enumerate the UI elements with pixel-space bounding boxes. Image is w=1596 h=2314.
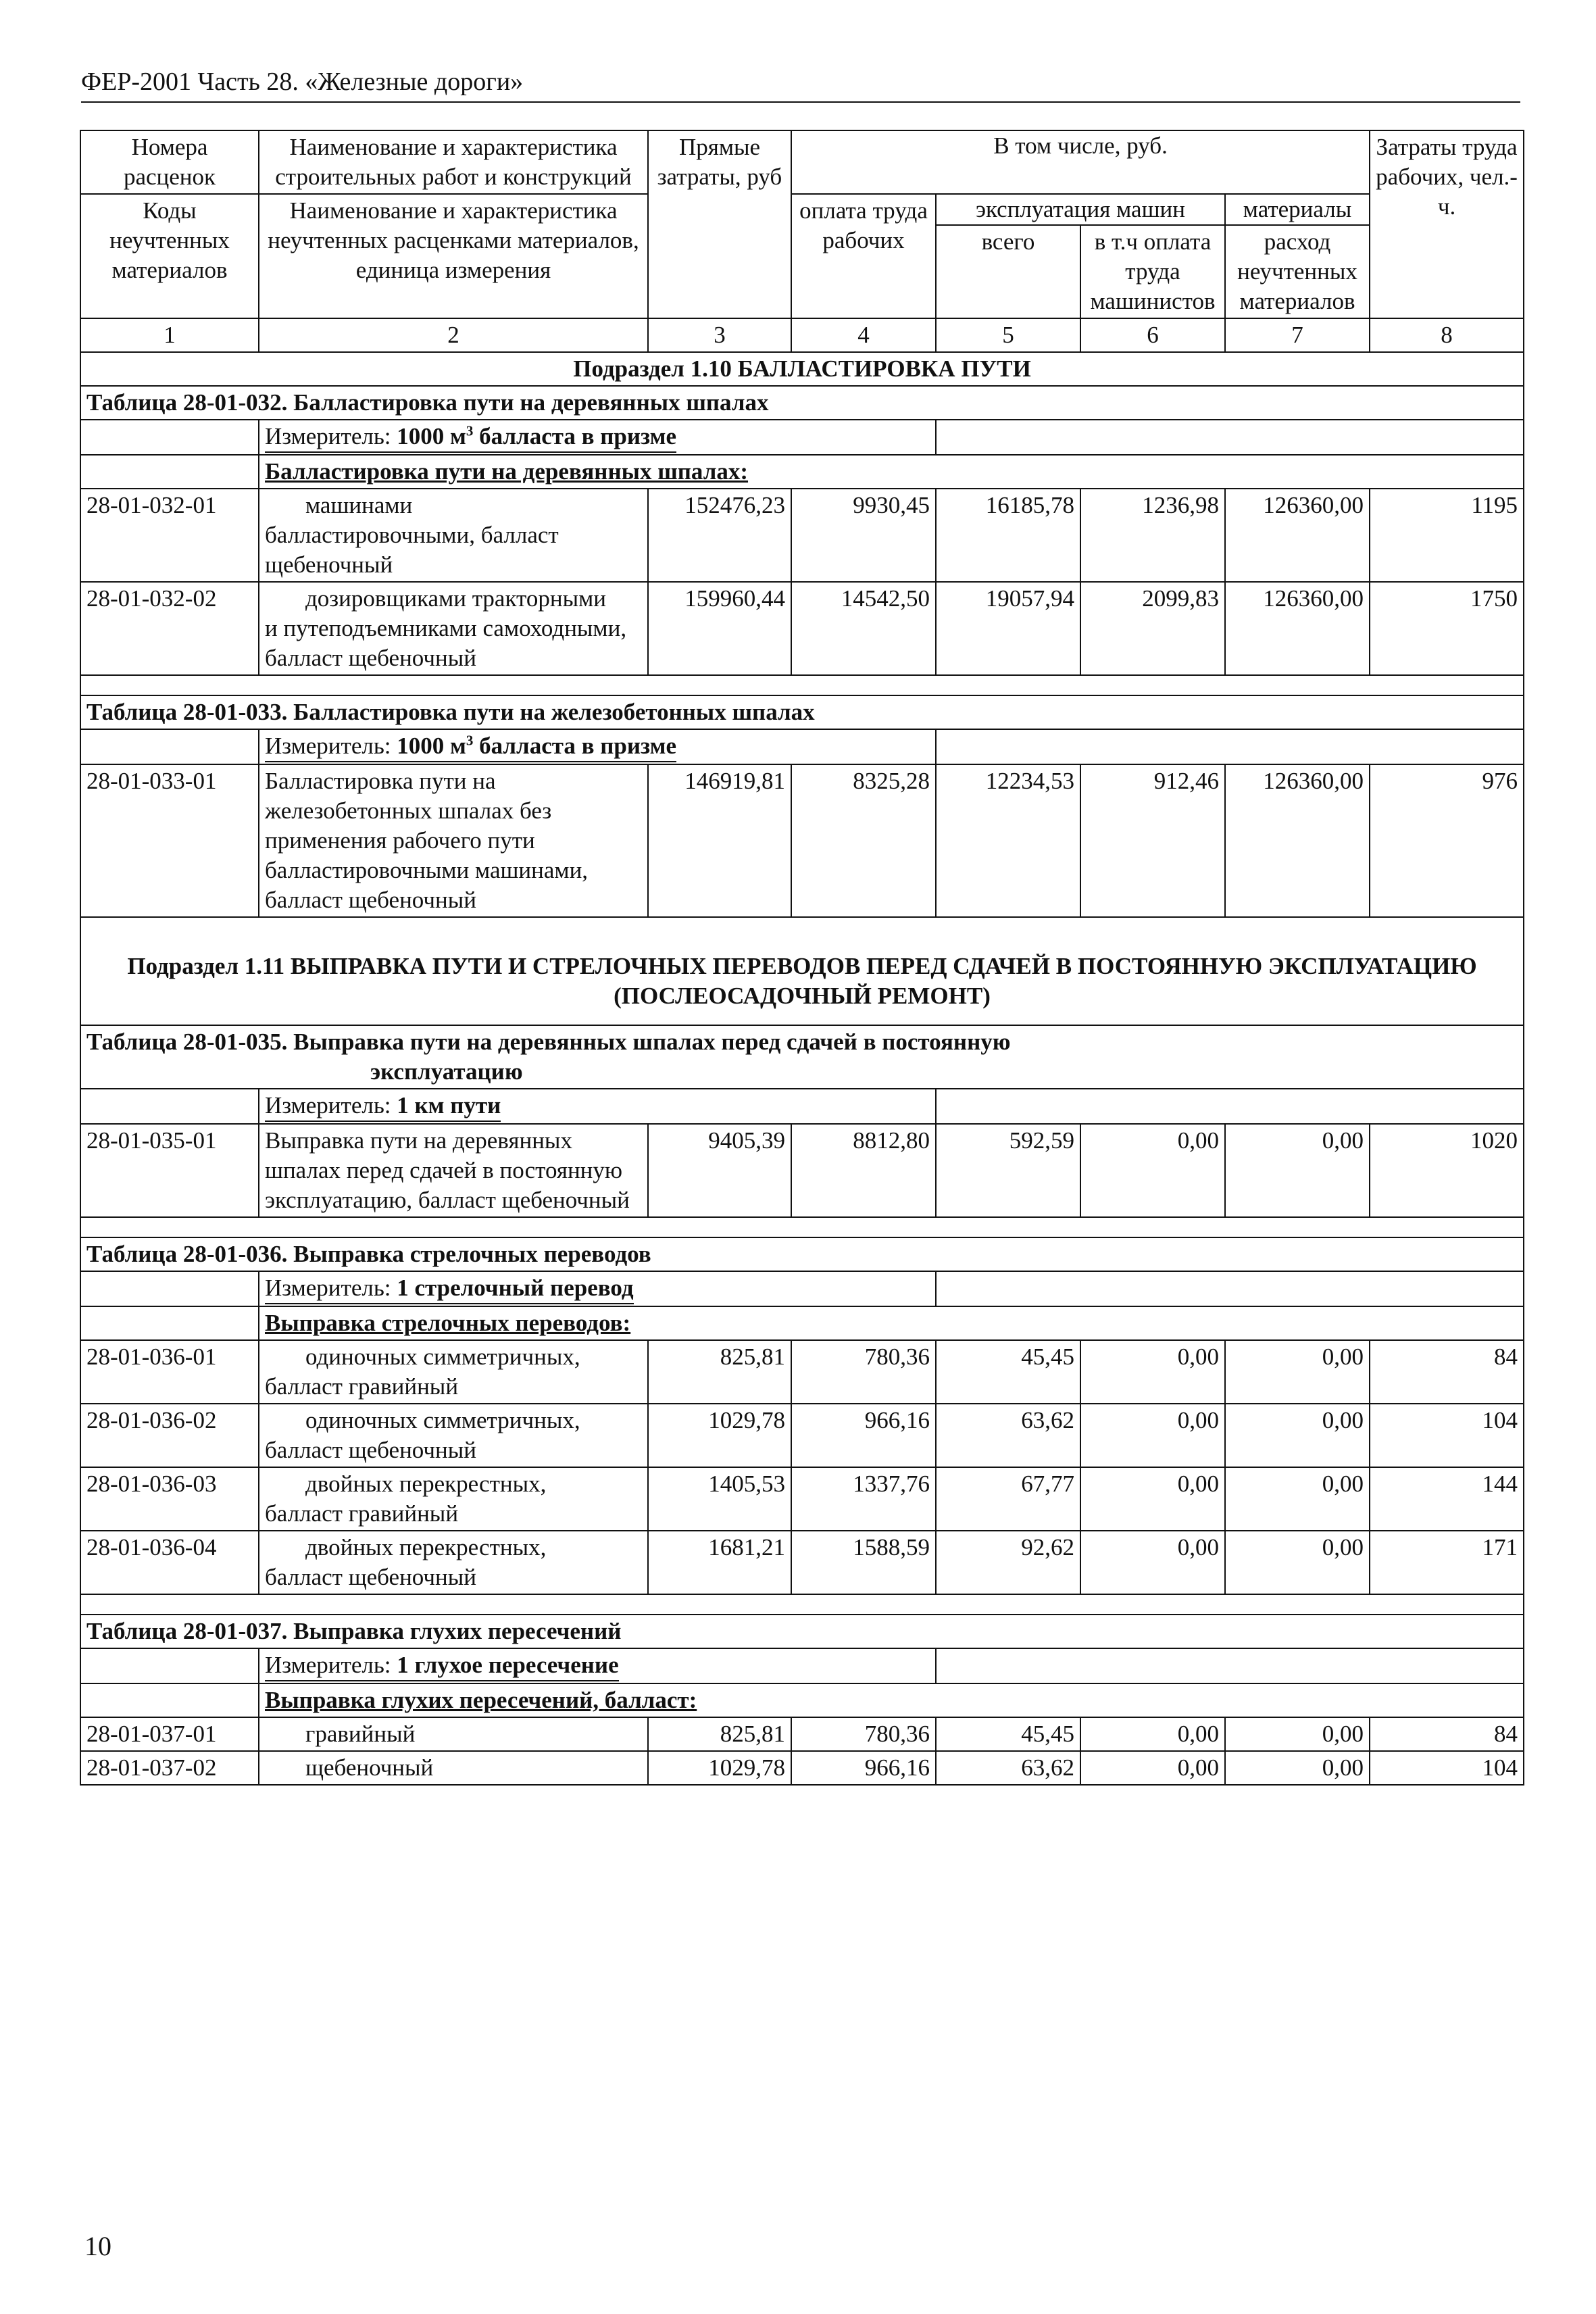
direct-costs: 1029,78 [648, 1404, 791, 1467]
rate-description: двойных перекрестных, балласт гравийный [259, 1467, 648, 1531]
header-row-1 [80, 130, 1524, 194]
worker-pay: 966,16 [791, 1404, 936, 1467]
machine-total: 19057,94 [936, 582, 1080, 675]
direct-costs: 159960,44 [648, 582, 791, 675]
table-title: Таблица 28-01-036. Выправка стрелочных переводов [80, 1237, 1524, 1271]
labor-hours: 144 [1370, 1467, 1524, 1531]
labor-hours: 171 [1370, 1531, 1524, 1594]
table-title: Таблица 28-01-032. Балластировка пути на деревянных шпалах [80, 386, 1524, 420]
table-title-row [80, 386, 1524, 420]
table-title: Таблица 28-01-037. Выправка глухих пересечений [80, 1615, 1524, 1648]
rate-code: 28-01-035-01 [80, 1124, 259, 1217]
header-worker-pay: оплата труда рабочих [791, 194, 936, 318]
direct-costs: 152476,23 [648, 489, 791, 582]
rate-description: машинами балластировочными, балласт щебеночный [259, 489, 648, 582]
column-number: 3 [648, 318, 791, 352]
worker-pay: 780,36 [791, 1717, 936, 1751]
worker-pay: 966,16 [791, 1751, 936, 1785]
machinist-pay: 2099,83 [1080, 582, 1225, 675]
rate-code: 28-01-036-04 [80, 1531, 259, 1594]
header-materials: материалы [1225, 194, 1370, 225]
table-title: Таблица 28-01-033. Балластировка пути на железобетонных шпалах [80, 695, 1524, 729]
header-machine-ops: эксплуатация машин [936, 194, 1225, 225]
rate-code: 28-01-036-03 [80, 1467, 259, 1531]
machine-total: 67,77 [936, 1467, 1080, 1531]
rate-code: 28-01-036-01 [80, 1340, 259, 1404]
header-work-name: Наименование и характеристика строительных работ и конструкций [259, 130, 648, 194]
table-title-row [80, 695, 1524, 729]
table-row [80, 1717, 1524, 1751]
materials-cost: 0,00 [1225, 1531, 1370, 1594]
unit-line: Измеритель: 1000 $м^3$ балласта в призме [259, 420, 936, 455]
header-machinist-pay: в т.ч оплата труда машинистов [1080, 225, 1225, 318]
column-number: 8 [1370, 318, 1524, 352]
table-title-row [80, 1615, 1524, 1648]
subsection-row [80, 352, 1524, 386]
labor-hours: 84 [1370, 1717, 1524, 1751]
unit-line: Измеритель: 1 глухое пересечение [259, 1648, 936, 1683]
header-material-codes: Коды неучтенных материалов [80, 194, 259, 318]
header-material-consumption: расход неучтенных материалов [1225, 225, 1370, 318]
table-title: Таблица 28-01-035. Выправка пути на деревянных шпалах перед сдачей в постоянную эксплуатацию [80, 1025, 1524, 1089]
rate-description: Выправка пути на деревянных шпалах перед сдачей в постоянную эксплуатацию, балласт щебеночный [259, 1124, 648, 1217]
rate-description: дозировщиками тракторными и путеподъемниками самоходными, балласт щебеночный [259, 582, 648, 675]
table-row [80, 1404, 1524, 1467]
header-direct-costs: Прямые затраты, руб [648, 130, 791, 318]
subsection-row [80, 917, 1524, 1025]
running-head: ФЕР-2001 Часть 28. «Железные дороги» [81, 65, 1520, 103]
unit-line: Измеритель: 1 стрелочный перевод [259, 1271, 936, 1306]
column-numbers-row [80, 318, 1524, 352]
header-labor: Затраты труда рабочих, чел.-ч. [1370, 130, 1524, 318]
rate-description: одиночных симметричных, балласт щебеночный [259, 1404, 648, 1467]
subsection-title: Подраздел 1.10 БАЛЛАСТИРОВКА ПУТИ [80, 352, 1524, 386]
machinist-pay: 912,46 [1080, 764, 1225, 917]
header-rate-numbers: Номера расценок [80, 130, 259, 194]
table-row [80, 489, 1524, 582]
machine-total: 45,45 [936, 1717, 1080, 1751]
machine-total: 63,62 [936, 1404, 1080, 1467]
unit-row [80, 420, 1524, 455]
materials-cost: 0,00 [1225, 1404, 1370, 1467]
table-row [80, 1340, 1524, 1404]
unit-row [80, 1089, 1524, 1124]
machinist-pay: 0,00 [1080, 1751, 1225, 1785]
group-heading: Выправка стрелочных переводов: [259, 1306, 1524, 1340]
materials-cost: 0,00 [1225, 1124, 1370, 1217]
rate-code: 28-01-036-02 [80, 1404, 259, 1467]
column-number: 6 [1080, 318, 1225, 352]
direct-costs: 9405,39 [648, 1124, 791, 1217]
machine-total: 45,45 [936, 1340, 1080, 1404]
subsection-title: Подраздел 1.11 ВЫПРАВКА ПУТИ И СТРЕЛОЧНЫХ ПЕРЕВОДОВ ПЕРЕД СДАЧЕЙ В ПОСТОЯННУЮ ЭКСПЛУАТАЦИЮ (ПОСЛЕОСАДОЧНЫЙ РЕМОНТ) [80, 917, 1524, 1025]
table-row [80, 1467, 1524, 1531]
machinist-pay: 0,00 [1080, 1124, 1225, 1217]
labor-hours: 104 [1370, 1751, 1524, 1785]
rate-description: одиночных симметричных, балласт гравийный [259, 1340, 648, 1404]
table-row [80, 1124, 1524, 1217]
direct-costs: 825,81 [648, 1717, 791, 1751]
direct-costs: 1405,53 [648, 1467, 791, 1531]
table-row [80, 582, 1524, 675]
group-row [80, 1306, 1524, 1340]
table-title-row [80, 1237, 1524, 1271]
worker-pay: 1588,59 [791, 1531, 936, 1594]
rate-description: двойных перекрестных, балласт щебеночный [259, 1531, 648, 1594]
rate-code: 28-01-037-01 [80, 1717, 259, 1751]
worker-pay: 1337,76 [791, 1467, 936, 1531]
rate-code: 28-01-032-01 [80, 489, 259, 582]
machine-total: 16185,78 [936, 489, 1080, 582]
group-heading: Балластировка пути на деревянных шпалах: [259, 455, 1524, 489]
materials-cost: 0,00 [1225, 1340, 1370, 1404]
labor-hours: 1020 [1370, 1124, 1524, 1217]
column-number: 4 [791, 318, 936, 352]
table-title-row [80, 1025, 1524, 1089]
labor-hours: 1750 [1370, 582, 1524, 675]
unit-row [80, 1648, 1524, 1683]
machinist-pay: 0,00 [1080, 1467, 1225, 1531]
machine-total: 592,59 [936, 1124, 1080, 1217]
header-row-2 [80, 194, 1524, 225]
machine-total: 92,62 [936, 1531, 1080, 1594]
table-row [80, 1751, 1524, 1785]
rate-description: Балластировка пути на железобетонных шпалах без применения рабочего пути балластировочными машинами, балласт щебеночный [259, 764, 648, 917]
direct-costs: 825,81 [648, 1340, 791, 1404]
unit-line: Измеритель: 1000 $м^3$ балласта в призме [259, 729, 936, 764]
group-row [80, 1683, 1524, 1717]
machinist-pay: 1236,98 [1080, 489, 1225, 582]
machine-total: 12234,53 [936, 764, 1080, 917]
worker-pay: 8325,28 [791, 764, 936, 917]
rate-code: 28-01-037-02 [80, 1751, 259, 1785]
materials-cost: 0,00 [1225, 1717, 1370, 1751]
header-in-total: В том числе, руб. [791, 130, 1370, 194]
column-number: 7 [1225, 318, 1370, 352]
price-table [80, 130, 1524, 1786]
column-number: 1 [80, 318, 259, 352]
page-number: 10 [84, 2231, 111, 2261]
materials-cost: 126360,00 [1225, 764, 1370, 917]
rate-code: 28-01-033-01 [80, 764, 259, 917]
direct-costs: 1029,78 [648, 1751, 791, 1785]
direct-costs: 146919,81 [648, 764, 791, 917]
table-row [80, 764, 1524, 917]
labor-hours: 84 [1370, 1340, 1524, 1404]
rate-description: гравийный [259, 1717, 648, 1751]
materials-cost: 0,00 [1225, 1467, 1370, 1531]
materials-cost: 0,00 [1225, 1751, 1370, 1785]
materials-cost: 126360,00 [1225, 582, 1370, 675]
labor-hours: 104 [1370, 1404, 1524, 1467]
unit-row [80, 1271, 1524, 1306]
column-number: 5 [936, 318, 1080, 352]
group-heading: Выправка глухих пересечений, балласт: [259, 1683, 1524, 1717]
machinist-pay: 0,00 [1080, 1717, 1225, 1751]
direct-costs: 1681,21 [648, 1531, 791, 1594]
labor-hours: 1195 [1370, 489, 1524, 582]
header-material-name: Наименование и характеристика неучтенных расценками материалов, единица измерения [259, 194, 648, 318]
table-row [80, 1531, 1524, 1594]
worker-pay: 9930,45 [791, 489, 936, 582]
labor-hours: 976 [1370, 764, 1524, 917]
machinist-pay: 0,00 [1080, 1531, 1225, 1594]
rate-code: 28-01-032-02 [80, 582, 259, 675]
group-row [80, 455, 1524, 489]
worker-pay: 8812,80 [791, 1124, 936, 1217]
machinist-pay: 0,00 [1080, 1404, 1225, 1467]
machine-total: 63,62 [936, 1751, 1080, 1785]
worker-pay: 14542,50 [791, 582, 936, 675]
machinist-pay: 0,00 [1080, 1340, 1225, 1404]
worker-pay: 780,36 [791, 1340, 936, 1404]
unit-line: Измеритель: 1 км пути [259, 1089, 936, 1124]
materials-cost: 126360,00 [1225, 489, 1370, 582]
rate-description: щебеночный [259, 1751, 648, 1785]
header-machine-total: всего [936, 225, 1080, 318]
column-number: 2 [259, 318, 648, 352]
unit-row [80, 729, 1524, 764]
